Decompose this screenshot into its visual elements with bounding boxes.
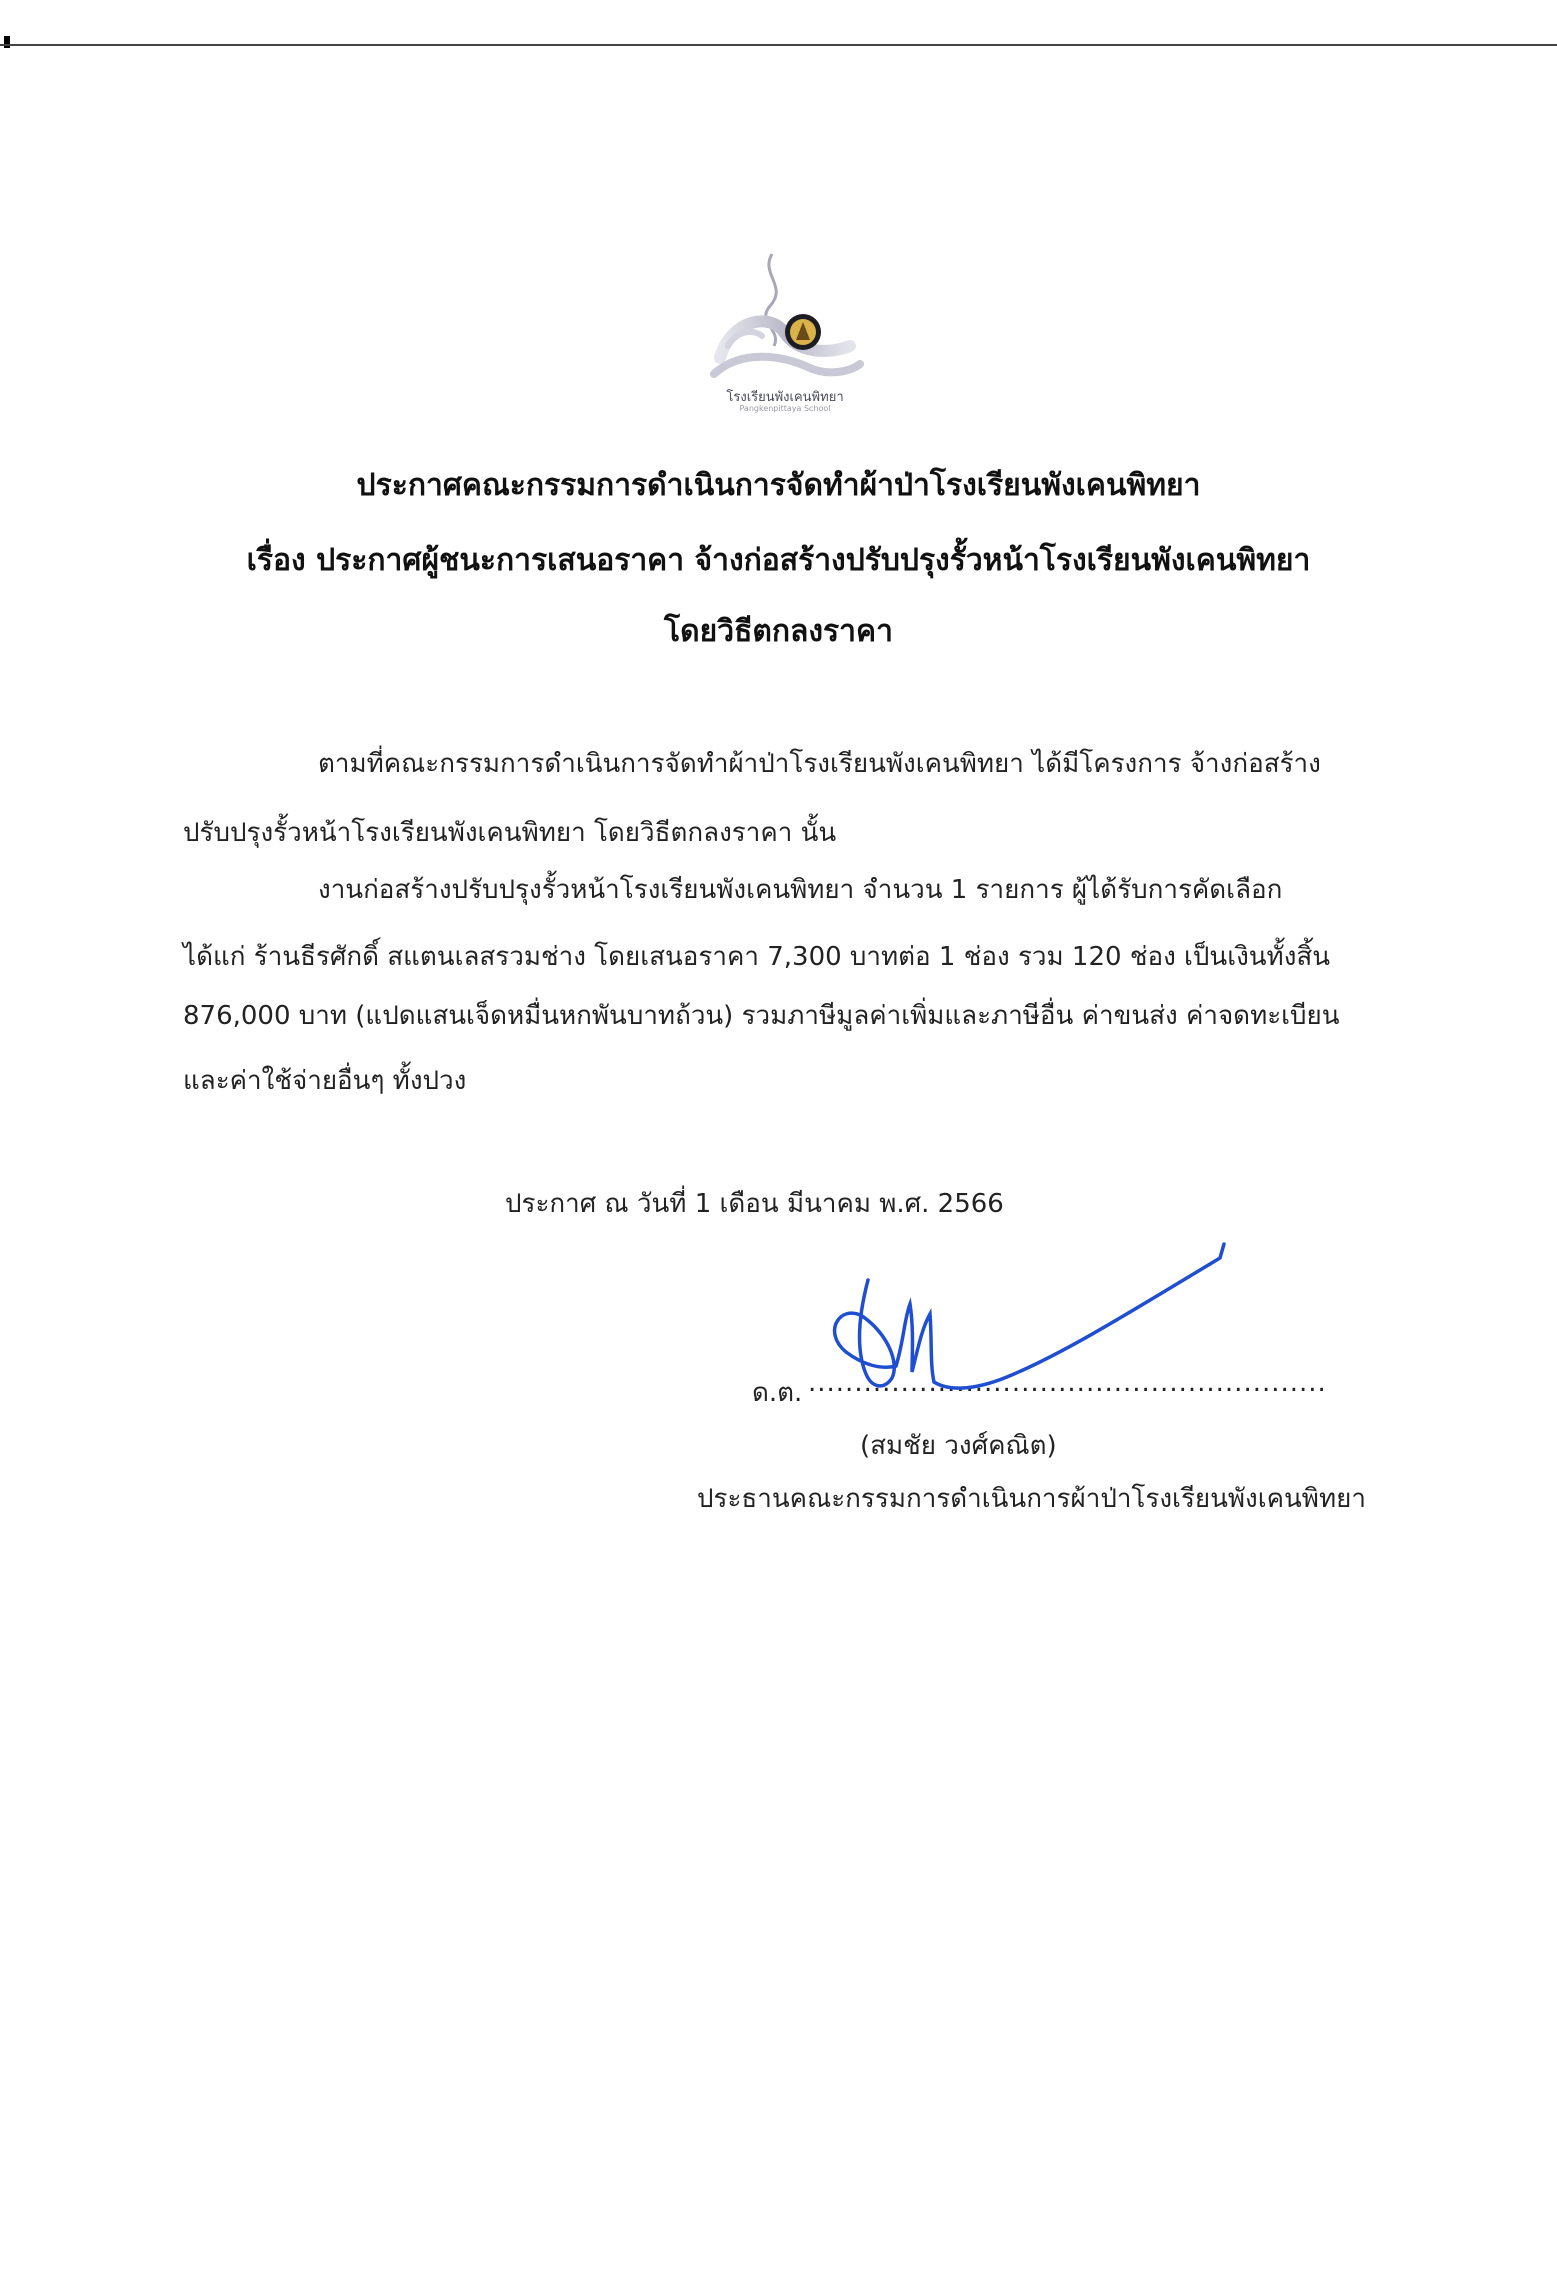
logo-school-subtitle: Pangkenpittaya School	[739, 404, 831, 413]
signature-dotted-line: ........................................................	[808, 1368, 1327, 1398]
signature-prefix: ด.ต.	[752, 1378, 803, 1408]
paragraph-2-line-3: 876,000 บาท (แปดแสนเจ็ดหมื่นหกพันบาทถ้วน) รวมภาษีมูลค่าเพิ่มและภาษีอื่น ค่าขนส่ง ค่าจดทะเบียน	[183, 1001, 1340, 1031]
paragraph-2-line-2: ได้แก่ ร้านธีรศักดิ์ สแตนเลสรวมช่าง โดยเสนอราคา 7,300 บาทต่อ 1 ช่อง รวม 120 ช่อง เป็นเงินทั้งสิ้น	[183, 942, 1331, 972]
announcement-heading: ประกาศคณะกรรมการดำเนินการจัดทำผ้าป่าโรงเรียนพังเคนพิทยา	[356, 468, 1201, 503]
handwritten-signature	[800, 1240, 1240, 1410]
announcement-method: โดยวิธีตกลงราคา	[664, 614, 893, 649]
school-logo	[700, 250, 870, 420]
scan-corner-mark	[4, 36, 10, 48]
announcement-subject: เรื่อง ประกาศผู้ชนะการเสนอราคา จ้างก่อสร้างปรับปรุงรั้วหน้าโรงเรียนพังเคนพิทยา	[246, 543, 1311, 578]
paragraph-2-line-1: งานก่อสร้างปรับปรุงรั้วหน้าโรงเรียนพังเคนพิทยา จำนวน 1 รายการ ผู้ได้รับการคัดเลือก	[318, 875, 1283, 905]
signer-name: (สมชัย วงศ์คณิต)	[860, 1431, 1057, 1461]
signer-position: ประธานคณะกรรมการดำเนินการผ้าป่าโรงเรียนพังเคนพิทยา	[697, 1484, 1366, 1514]
logo-school-name: โรงเรียนพังเคนพิทยา	[726, 390, 844, 405]
scan-top-line	[0, 44, 1557, 46]
paragraph-2-line-4: และค่าใช้จ่ายอื่นๆ ทั้งปวง	[183, 1066, 467, 1096]
school-emblem-icon	[700, 250, 870, 390]
paragraph-1-line-1: ตามที่คณะกรรมการดำเนินการจัดทำผ้าป่าโรงเรียนพังเคนพิทยา ได้มีโครงการ จ้างก่อสร้าง	[318, 749, 1321, 779]
announcement-date: ประกาศ ณ วันที่ 1 เดือน มีนาคม พ.ศ. 2566	[505, 1189, 1004, 1219]
paragraph-1-line-2: ปรับปรุงรั้วหน้าโรงเรียนพังเคนพิทยา โดยวิธีตกลงราคา นั้น	[183, 818, 837, 848]
